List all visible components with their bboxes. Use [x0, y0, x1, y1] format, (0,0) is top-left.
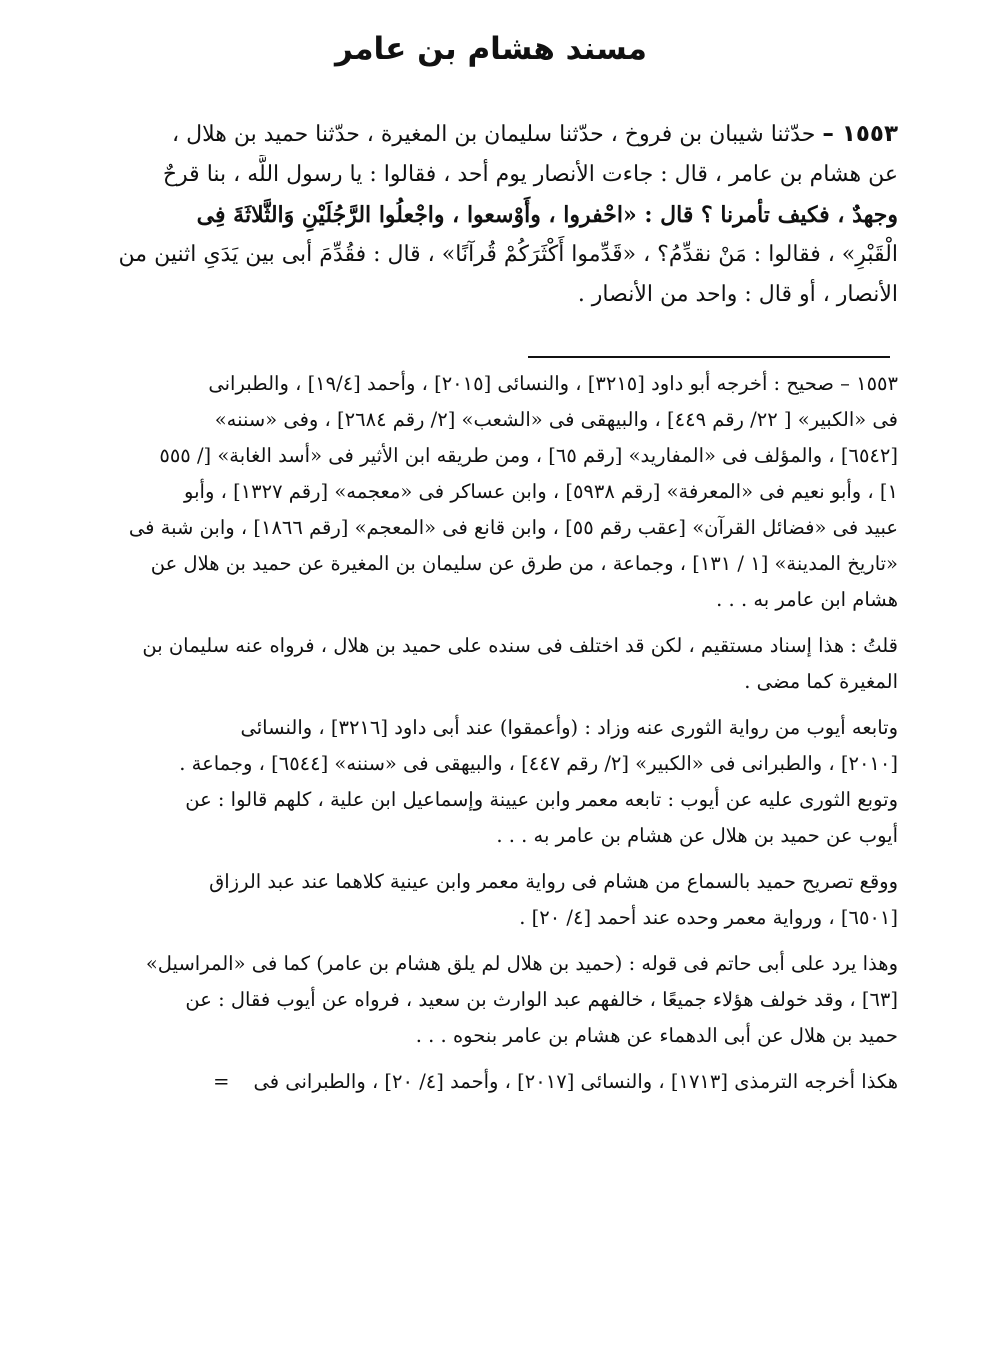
footnote-line: [٦٥٤٢] ، والمؤلف فى «المفاريد» [رقم ٦٥] ، ومن طريقه ابن الأثير فى «أسد الغابة» [/ ٥٥٥	[159, 444, 898, 467]
footnote-line	[88, 1064, 898, 1100]
footnote-paragraph	[88, 366, 898, 618]
footnote-line: أيوب عن حميد بن هلال عن هشام بن عامر به . . .	[496, 824, 898, 847]
footnote-line: ١٥٥٣ – صحيح : أخرجه أبو داود [٣٢١٥] ، والنسائى [٢٠١٥] ، وأحمد [١٩/٤] ، والطبرانى	[208, 372, 898, 395]
footnote-line-text: هكذا أخرجه الترمذى [١٧١٣] ، والنسائى [٢٠١٧] ، وأحمد [٤/ ٢٠] ، والطبرانى فى	[253, 1070, 898, 1093]
footnote-line: عبيد فى «فضائل القرآن» [عقب رقم ٥٥] ، وابن قانع فى «المعجم» [رقم ١٨٦٦] ، وابن شبة فى	[128, 516, 898, 539]
footnote-line: «تاريخ المدينة» [١ / ١٣١] ، وجماعة ، من طرق عن سليمان بن المغيرة عن حميد بن هلال عن	[150, 552, 898, 575]
hadith-line: الأنصار ، أو قال : واحد من الأنصار .	[577, 282, 898, 307]
footnote-line: ووقع تصريح حميد بالسماع من هشام فى رواية معمر وابن عينية كلاهما عند عبد الرزاق	[209, 870, 898, 893]
page-title: مسند هشام بن عامر	[335, 31, 647, 67]
footnote-line: وهذا يرد على أبى حاتم فى قوله : (حميد بن هلال لم يلق هشام بن عامر) كما فى «المراسيل»	[145, 952, 898, 975]
footnote-paragraph	[88, 628, 898, 700]
footnote-paragraph	[88, 946, 898, 1054]
hadith-line: عن هشام بن عامر ، قال : جاءت الأنصار يوم أحد ، فقالوا : يا رسول اللَّه ، بنا قرحٌ	[162, 162, 898, 187]
hadith-line: وجهدٌ ، فكيف تأمرنا ؟ قال : «احْفروا ، وأَوْسعوا ، واجْعلُوا الرَّجُلَيْنِ وَالثَّلاثَةَ فِى	[196, 202, 898, 228]
footnote-paragraph	[88, 1064, 898, 1100]
footnote-line: هشام ابن عامر به . . .	[716, 588, 898, 611]
hadith-number: ١٥٥٣ –	[822, 121, 898, 147]
hadith-line-text: حدّثنا شيبان بن فروخ ، حدّثنا سليمان بن المغيرة ، حدّثنا حميد بن هلال ،	[172, 122, 816, 147]
footnote-line: وتوبع الثورى عليه عن أيوب : تابعه معمر وابن عيينة وإسماعيل ابن علية ، كلهم قالوا : عن	[185, 788, 898, 811]
footnote-line: فى «الكبير» [ ٢٢/ رقم ٤٤٩] ، والبيهقى فى «الشعب» [٢/ رقم ٢٦٨٤] ، وفى «سننه»	[214, 408, 898, 431]
hadith-line	[88, 114, 898, 155]
footnote-line: [٢٠١٠] ، والطبرانى فى «الكبير» [٢/ رقم ٤٤٧] ، والبيهقى فى «سننه» [٦٥٤٤] ، وجماعة .	[179, 752, 898, 775]
footnote-line: [٦٥٠١] ، ورواية معمر وحده عند أحمد [٤/ ٢٠] .	[519, 906, 898, 929]
hadith-line: الْقَبْرِ» ، فقالوا : مَنْ نقدِّمُ؟ ، «قَدِّموا أَكْثَرَكُمْ قُرآنًا» ، قال : فقُدِّمَ أبى بين يَدَىِ اثنين من	[118, 242, 898, 267]
hadith-text	[88, 114, 898, 315]
footnote-paragraph	[88, 710, 898, 854]
footnote-separator	[528, 356, 890, 358]
footnote-line: ١] ، وأبو نعيم فى «المعرفة» [رقم ٥٩٣٨] ، وابن عساكر فى «معجمه» [رقم ١٣٢٧] ، وأبو	[184, 480, 898, 503]
footnote-line: [٦٣] ، وقد خولف هؤلاء جميعًا ، خالفهم عبد الوارث بن سعيد ، فرواه عن أيوب فقال : عن	[185, 988, 898, 1011]
footnote-line: قلتُ : هذا إسناد مستقيم ، لكن قد اختلف فى سنده على حميد بن هلال ، فرواه عنه سليمان بن	[142, 634, 898, 657]
footnote-line: وتابعه أيوب من رواية الثورى عنه وزاد : (وأعمقوا) عند أبى داود [٣٢١٦] ، والنسائى	[240, 716, 898, 739]
footnote-line: حميد بن هلال عن أبى الدهماء عن هشام بن عامر بنحوه . . .	[415, 1024, 898, 1047]
footnotes	[88, 366, 898, 1100]
footnote-paragraph	[88, 864, 898, 936]
continuation-mark: =	[213, 1070, 230, 1093]
footnote-line: المغيرة كما مضى .	[744, 670, 898, 693]
